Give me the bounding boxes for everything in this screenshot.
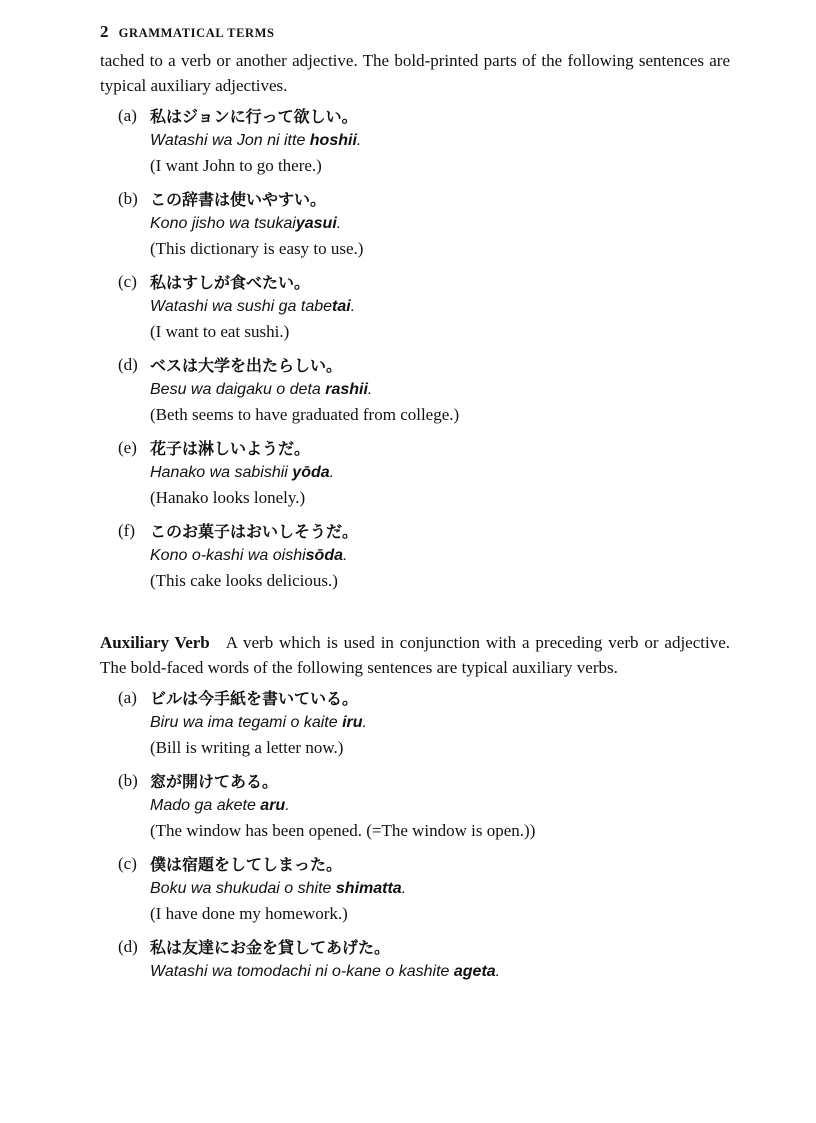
example-label: (b)	[118, 189, 138, 208]
romanized-sentence: Watashi wa Jon ni itte hoshii.	[150, 132, 362, 149]
japanese-sentence: 私はすしが食べたい。	[150, 273, 311, 292]
japanese-sentence: ビルは今手紙を書いている。	[150, 689, 359, 708]
english-translation: (The window has been opened. (=The window is open.))	[150, 821, 536, 840]
example-lines	[150, 769, 730, 843]
romanized-sentence: Biru wa ima tegami o kaite iru.	[150, 714, 367, 731]
romanized-sentence: Kono o-kashi wa oishisōda.	[150, 547, 348, 564]
english-translation: (I want John to go there.)	[150, 156, 322, 175]
example-label: (c)	[118, 854, 137, 873]
bold-auxiliary: ageta	[453, 963, 496, 980]
english-translation: (Bill is writing a letter now.)	[150, 738, 344, 757]
english-translation: (I want to eat sushi.)	[150, 322, 290, 341]
bold-auxiliary: iru	[342, 714, 363, 731]
japanese-sentence: 私はジョンに行って欲しい。	[150, 107, 358, 126]
japanese-sentence: 花子は淋しいようだ。	[150, 439, 311, 458]
english-translation: (This dictionary is easy to use.)	[150, 239, 364, 258]
example-lines	[150, 686, 730, 760]
romanized-sentence: Besu wa daigaku o deta rashii.	[150, 381, 373, 398]
example-item	[100, 187, 730, 261]
term-definition: A verb which is used in conjunction with a preceding verb or adjective. The bold-faced words of the following sentences are typical auxiliary verbs.	[100, 633, 730, 677]
bold-auxiliary: shimatta	[335, 880, 402, 897]
english-translation: (Beth seems to have graduated from college.)	[150, 405, 460, 424]
example-lines	[150, 852, 730, 926]
japanese-sentence: 私は友達にお金を貸してあげた。	[150, 938, 391, 957]
japanese-sentence: このお菓子はおいしそうだ。	[150, 522, 359, 541]
example-lines	[150, 436, 730, 510]
example-item	[100, 935, 730, 984]
romanized-sentence: Hanako wa sabishii yōda.	[150, 464, 335, 481]
bold-auxiliary: tai	[332, 298, 351, 315]
example-item	[100, 852, 730, 926]
example-label: (a)	[118, 106, 137, 125]
example-lines	[150, 187, 730, 261]
bold-auxiliary: hoshii	[309, 132, 357, 149]
romanized-sentence: Mado ga akete aru.	[150, 797, 290, 814]
example-item	[100, 686, 730, 760]
romanized-sentence: Watashi wa tomodachi ni o-kane o kashite ageta.	[150, 963, 501, 980]
auxiliary-verb-entry	[100, 630, 730, 680]
bold-auxiliary: yasui	[295, 215, 337, 232]
example-lines	[150, 519, 730, 593]
example-label: (d)	[118, 355, 138, 374]
example-item	[100, 270, 730, 344]
romanized-sentence: Kono jisho wa tsukaiyasui.	[150, 215, 342, 232]
example-item	[100, 104, 730, 178]
bold-auxiliary: rashii	[325, 381, 368, 398]
example-label: (c)	[118, 272, 137, 291]
bold-auxiliary: aru	[260, 797, 286, 814]
example-lines	[150, 353, 730, 427]
term-heading: Auxiliary Verb	[100, 633, 210, 652]
example-label: (f)	[118, 521, 135, 540]
example-item	[100, 769, 730, 843]
running-head	[100, 22, 730, 48]
example-label: (b)	[118, 771, 138, 790]
auxiliary-verb-examples	[100, 686, 730, 984]
example-label: (a)	[118, 688, 137, 707]
bold-auxiliary: yōda	[292, 464, 330, 481]
english-translation: (I have done my homework.)	[150, 904, 348, 923]
example-lines	[150, 104, 730, 178]
english-translation: (Hanako looks lonely.)	[150, 488, 306, 507]
running-title: GRAMMATICAL TERMS	[118, 26, 275, 40]
example-item	[100, 436, 730, 510]
romanized-sentence: Boku wa shukudai o shite shimatta.	[150, 880, 407, 897]
example-label: (e)	[118, 438, 137, 457]
romanized-sentence: Watashi wa sushi ga tabetai.	[150, 298, 356, 315]
auxiliary-adjective-examples	[100, 104, 730, 593]
document-page	[100, 22, 730, 993]
bold-auxiliary: sōda	[305, 547, 343, 564]
example-item	[100, 519, 730, 593]
japanese-sentence: 窓が開けてある。	[150, 772, 279, 791]
intro-paragraph: tached to a verb or another adjective. The bold-printed parts of the following sentences are typical auxiliary adjectives.	[100, 51, 730, 95]
example-lines	[150, 270, 730, 344]
japanese-sentence: 僕は宿題をしてしまった。	[150, 855, 343, 874]
example-label: (d)	[118, 937, 138, 956]
example-item	[100, 353, 730, 427]
page-number: 2	[100, 22, 109, 41]
japanese-sentence: この辞書は使いやすい。	[150, 190, 327, 209]
example-lines	[150, 935, 730, 984]
english-translation: (This cake looks delicious.)	[150, 571, 338, 590]
japanese-sentence: ベスは大学を出たらしい。	[150, 356, 343, 375]
